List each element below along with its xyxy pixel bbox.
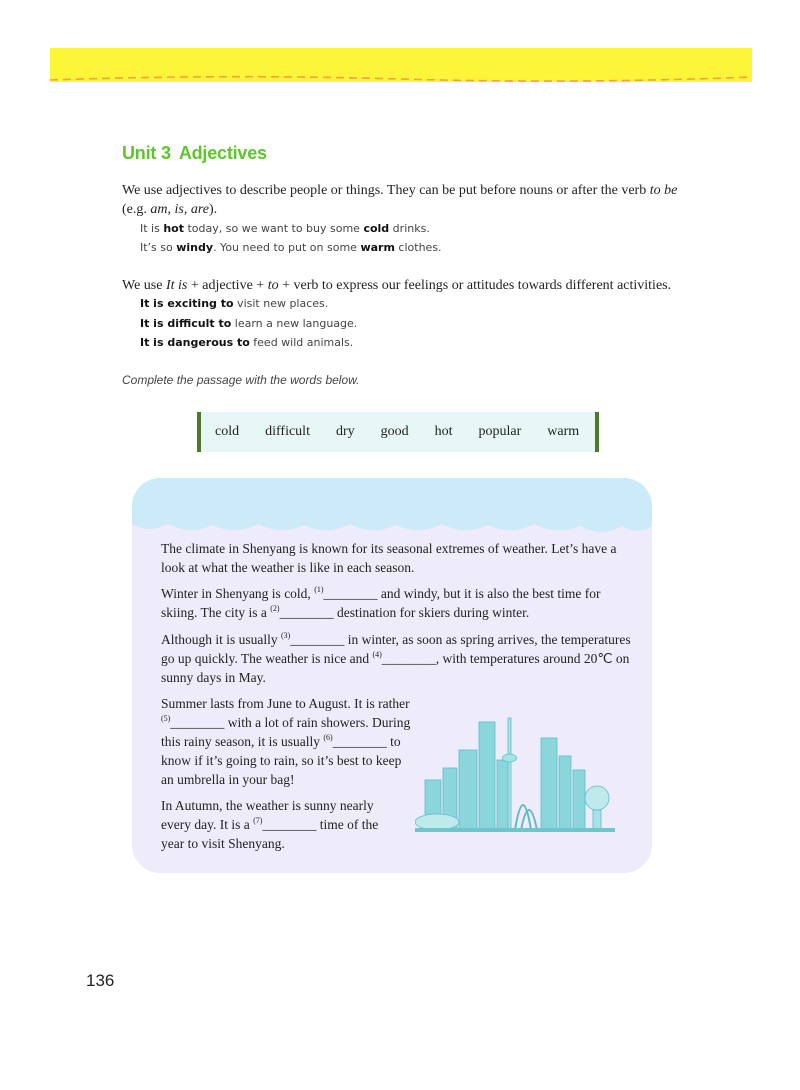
example-sentence: It is exciting to visit new places. — [140, 297, 329, 310]
blank-number: (6) — [323, 733, 333, 742]
unit-number: Unit 3 — [122, 143, 171, 163]
word-bank-item: cold — [215, 424, 240, 439]
intro-paragraph-2: We use It is + adjective + to + verb to express our feelings or attitudes towards different activities. — [122, 278, 672, 293]
city-skyline-illustration — [415, 710, 615, 835]
word-bank — [197, 412, 599, 452]
unit-topic: Adjectives — [178, 143, 267, 163]
blank-number: (4) — [372, 650, 382, 659]
cloud-border — [132, 478, 652, 538]
example-sentence: It is difficult to learn a new language. — [140, 317, 358, 330]
blank-number: (1) — [314, 585, 324, 594]
blank-number: (2) — [270, 604, 280, 613]
blank-number: (3) — [281, 631, 291, 640]
example-sentence: It’s so windy. You need to put on some warm clothes. — [140, 241, 442, 254]
passage-paragraph: In Autumn, the weather is sunny nearly every day. It is a $^{(7)}$________ time of the year to visit Shenyang. — [161, 798, 379, 851]
passage-paragraph: Although it is usually $^{(3)}$________ in winter, as soon as spring arrives, the temperatures go up quickly. The weather is nice and $^{(4)}$________, with temperatures around 20℃ on sunny days in May. — [161, 631, 631, 685]
page-number: 136 — [86, 971, 115, 990]
exercise-instruction: Complete the passage with the words below. — [122, 373, 360, 387]
word-bank-item: difficult — [265, 424, 310, 439]
word-bank-item: hot — [434, 424, 453, 439]
header-dashed-line — [50, 70, 752, 86]
word-bank-item: popular — [478, 424, 522, 439]
word-bank-item: dry — [335, 424, 355, 439]
passage-paragraph: Winter in Shenyang is cold, $^{(1)}$________ and windy, but it is also the best time for skiing. The city is a $^{(2)}$________ destination for skiers during winter. — [161, 585, 601, 620]
passage-paragraph: Summer lasts from June to August. It is rather $^{(5)}$________ with a lot of rain showers. During this rainy season, it is usually $^{(6)}$________ to know if it’s going to rain, so it’s best to keep an umbrella in your bag! — [161, 696, 411, 787]
blank-number: (7) — [253, 816, 263, 825]
blank-number: (5) — [161, 714, 171, 723]
word-bank-item: warm — [547, 424, 580, 439]
unit-title — [122, 143, 267, 164]
example-sentence: It is dangerous to feed wild animals. — [140, 336, 354, 349]
passage-paragraph: The climate in Shenyang is known for its seasonal extremes of weather. Let’s have a look at what the weather is like in each season. — [161, 541, 617, 575]
word-bank-item: good — [380, 424, 409, 439]
intro-paragraph-1: We use adjectives to describe people or things. They can be put before nouns or after the verb to be (e.g. am, is, are). — [122, 183, 678, 217]
example-sentence: It is hot today, so we want to buy some cold drinks. — [140, 222, 430, 235]
